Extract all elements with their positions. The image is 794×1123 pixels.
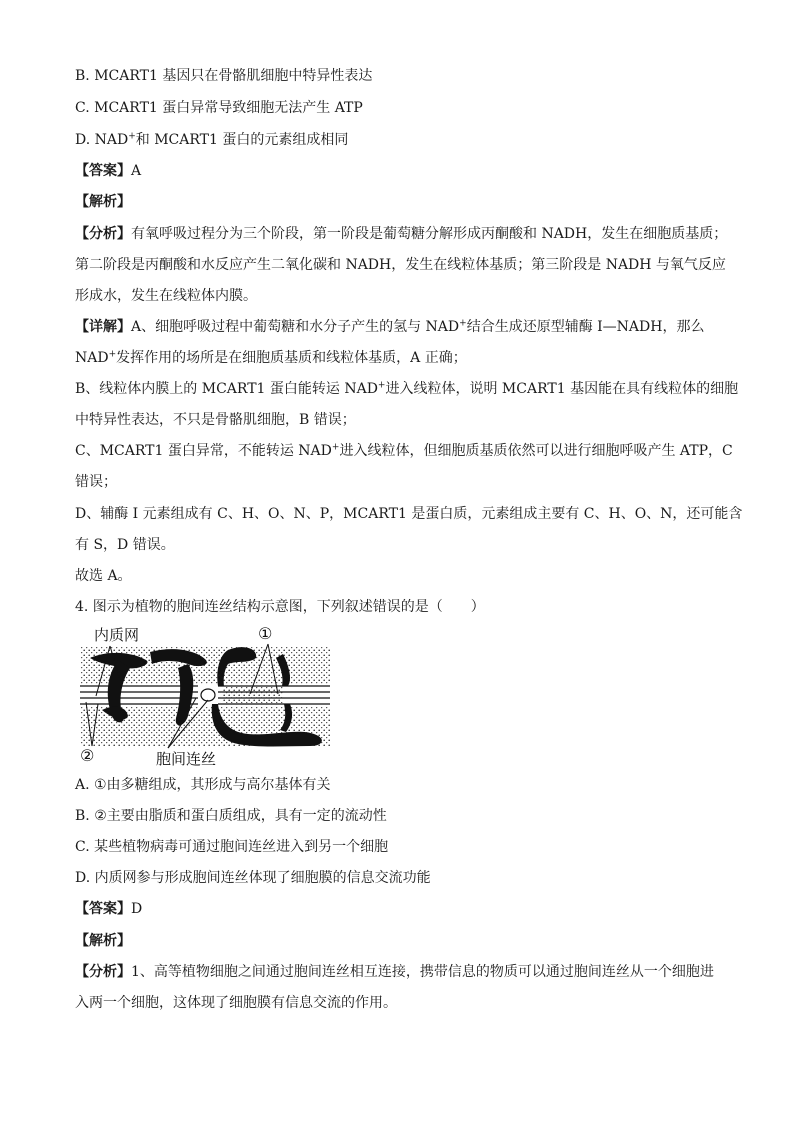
q3-analysis-label: 【解析】 xyxy=(75,194,131,210)
q4-option-b: B. ②主要由脂质和蛋白质组成，具有一定的流动性 xyxy=(75,808,387,824)
q3-fenxi-line3: 形成水，发生在线粒体内膜。 xyxy=(75,288,257,304)
q3-fenxi-line2: 第二阶段是丙酮酸和水反应产生二氧化碳和 NADH，发生在线粒体基质；第三阶段是 NADH 与氧气反应 xyxy=(75,257,726,273)
q3-answer xyxy=(75,162,141,180)
q3-option-b: B. MCART1 基因只在骨骼肌细胞中特异性表达 xyxy=(75,68,373,84)
q4-option-c: C. 某些植物病毒可通过胞间连丝进入到另一个细胞 xyxy=(75,839,389,855)
q3-option-d: D. NAD+和 MCART1 蛋白的元素组成相同 xyxy=(75,131,349,148)
q3-xiangjie-c1: C、MCART1 蛋白异常，不能转运 NAD+进入线粒体，但细胞质基质依然可以进行细胞呼吸产生 ATP，C xyxy=(75,442,733,459)
q3-xiangjie-b2: 中特异性表达，不只是骨骼肌细胞，B 错误； xyxy=(75,412,356,428)
q4-stem: 4. 图示为植物的胞间连丝结构示意图，下列叙述错误的是（ ） xyxy=(75,599,485,615)
plasmodesma-pore xyxy=(201,689,215,701)
q3-xiangjie-a2: NAD+发挥作用的场所是在细胞质基质和线粒体基质，A 正确； xyxy=(75,349,467,366)
q4-option-d: D. 内质网参与形成胞间连丝体现了细胞膜的信息交流功能 xyxy=(75,870,431,886)
q4-option-a: A. ①由多糖组成，其形成与高尔基体有关 xyxy=(75,777,331,793)
label-1: ① xyxy=(258,624,273,643)
q4-fenxi-line2: 入两一个细胞，这体现了细胞膜有信息交流的作用。 xyxy=(75,995,397,1011)
q3-xiangjie-d2: 有 S，D 错误。 xyxy=(75,537,175,553)
label-2: ② xyxy=(80,746,95,765)
answer-label: 【答案】 xyxy=(75,163,131,179)
label-plasmodesmata: 胞间连丝 xyxy=(156,750,217,768)
q3-xiangjie-d1: D、辅酶 I 元素组成有 C、H、O、N、P，MCART1 是蛋白质，元素组成主要有 C、H、O、N，还可能含 xyxy=(75,506,743,522)
q3-xiangjie-a1: 【详解】A、细胞呼吸过程中葡萄糖和水分子产生的氢与 NAD+结合生成还原型辅酶 I—NADH，那么 xyxy=(75,318,705,335)
q4-analysis-label: 【解析】 xyxy=(75,933,131,949)
q3-conclusion: 故选 A。 xyxy=(75,568,132,584)
q3-xiangjie-b1: B、线粒体内膜上的 MCART1 蛋白能转运 NAD+进入线粒体，说明 MCART1 基因能在具有线粒体的细胞 xyxy=(75,380,739,397)
q3-fenxi-line1: 【分析】有氧呼吸过程分为三个阶段，第一阶段是葡萄糖分解形成丙酮酸和 NADH，发生在细胞质基质； xyxy=(75,226,728,242)
q3-xiangjie-c2: 错误； xyxy=(75,474,117,490)
label-er: 内质网 xyxy=(94,626,140,644)
answer-value: A xyxy=(131,163,142,179)
plasmodesmata-figure xyxy=(78,624,333,769)
channel-cytoplasm xyxy=(223,687,283,703)
q3-option-c: C. MCART1 蛋白异常导致细胞无法产生 ATP xyxy=(75,100,363,116)
q4-fenxi-line1: 【分析】1、高等植物细胞之间通过胞间连丝相互连接，携带信息的物质可以通过胞间连丝从一个细胞进 xyxy=(75,964,714,980)
q4-answer: 【答案】D xyxy=(75,901,143,917)
